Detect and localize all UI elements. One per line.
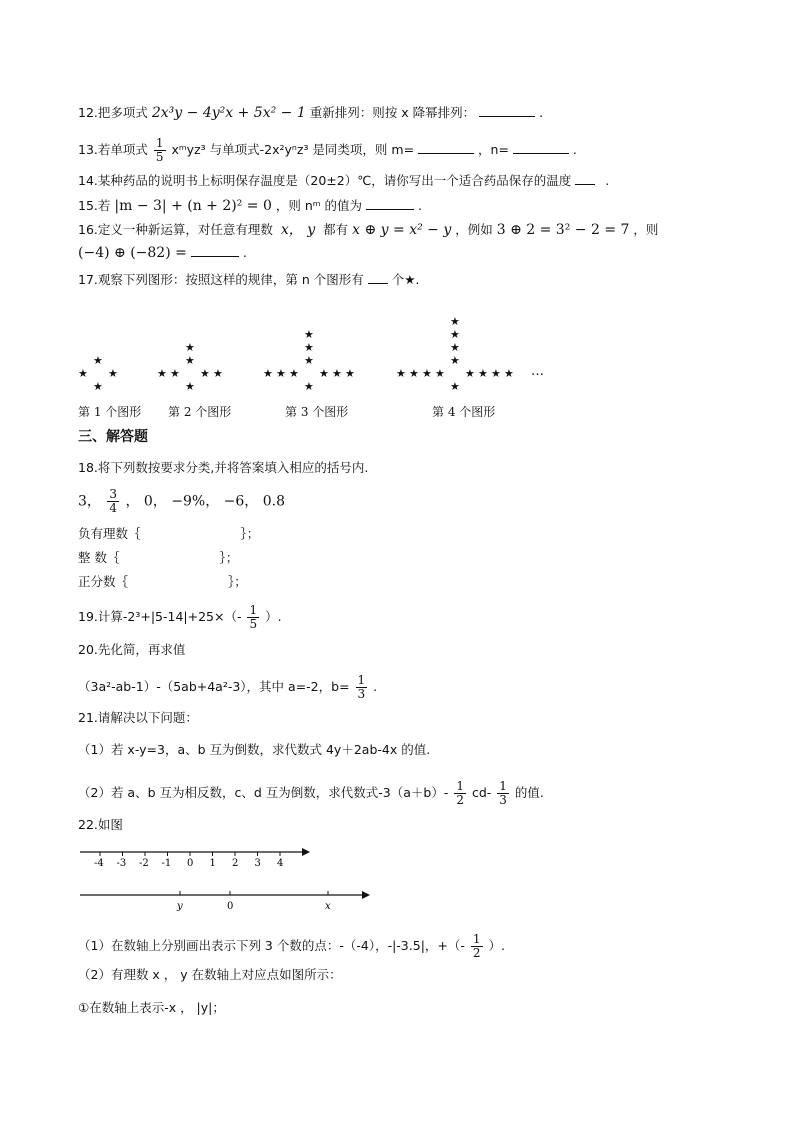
category-label: 整 数｛ <box>78 550 120 565</box>
q12-suffix: 重新排列：则按 x 降幂排列： <box>309 105 476 120</box>
section-heading: 三、解答题 <box>78 429 148 445</box>
q16-mid: 都有 <box>323 222 349 237</box>
star-icon: ★ <box>465 367 475 380</box>
star-icon: ★ <box>450 380 460 393</box>
q22-p1-end: ）. <box>488 938 505 953</box>
q20-expr: （3a²-ab-1）-（5ab+4a²-3），其中 a=-2，b= <box>78 679 350 694</box>
fraction <box>356 674 368 701</box>
axis-label-zero: 0 <box>227 901 234 912</box>
q15-end: . <box>418 198 422 213</box>
q12-end: . <box>539 105 544 120</box>
question-15 <box>78 197 422 215</box>
fraction-numerator: 1 <box>155 136 164 150</box>
q13-prefix: 13.若单项式 <box>78 142 148 157</box>
q14-text: 14.某种药品的说明书上标明保存温度是（20±2）℃，请你写出一个适合药品保存的温度 <box>78 173 572 188</box>
q18-numbers-a: 3， <box>78 493 101 510</box>
star-icon: ★ <box>213 367 223 380</box>
fraction-denominator: 5 <box>249 617 258 631</box>
axis-tick-label: 4 <box>277 858 284 869</box>
figure-label-4: 第 4 个图形 <box>432 405 496 419</box>
fraction-denominator: 3 <box>357 687 366 701</box>
q21-p2-mid: cd- <box>471 785 492 800</box>
q16-example-label: ，例如 <box>455 222 493 237</box>
answer-blank[interactable] <box>368 271 388 284</box>
q22-p1-prefix: （1）在数轴上分别画出表示下列 3 个数的点：-（-4），-|-3.5|，+（- <box>78 938 465 953</box>
fraction <box>471 933 483 960</box>
fraction-numerator: 1 <box>472 932 481 946</box>
category-end: ｝； <box>227 574 247 589</box>
ellipsis: … <box>531 364 544 379</box>
question-21-title: 21.请解决以下问题： <box>78 710 198 725</box>
category-negative-rational <box>78 525 259 543</box>
star-icon: ★ <box>304 328 314 341</box>
arrow-icon <box>362 891 370 899</box>
star-icon: ★ <box>185 341 195 354</box>
fraction-numerator: 1 <box>456 779 464 793</box>
star-icon: ★ <box>450 354 460 367</box>
star-icon: ★ <box>504 367 514 380</box>
question-22-part-1 <box>78 933 505 960</box>
question-22-part-2: （2）有理数 x ， y 在数轴上对应点如图所示： <box>78 967 342 982</box>
question-14 <box>78 172 609 190</box>
answer-blank[interactable] <box>191 244 239 257</box>
q21-p2-prefix: （2）若 a、b 互为相反数，c、d 互为倒数，求代数式-3（a＋b）- <box>78 785 449 800</box>
question-19 <box>78 604 282 631</box>
answer-blank[interactable] <box>575 172 595 185</box>
q20-end: . <box>373 679 378 694</box>
star-icon: ★ <box>289 367 299 380</box>
q16-example: 3 ⊕ 2 = 3² − 2 = 7 <box>496 222 630 238</box>
q17-text: 17.观察下列图形：按照这样的规律，第 n 个图形有 <box>78 272 364 287</box>
q15-expression: |m − 3| + (n + 2)² = 0 <box>114 198 272 214</box>
axis-tick-label: 0 <box>187 858 194 869</box>
fraction-denominator: 2 <box>456 793 464 807</box>
fraction <box>154 137 166 164</box>
star-icon: ★ <box>491 367 501 380</box>
q13-sep: ，n= <box>478 142 509 157</box>
category-label: 正分数｛ <box>78 574 129 589</box>
question-16-line-2 <box>78 244 247 262</box>
q18-numbers-b: ， 0， −9%， −6， 0.8 <box>125 493 286 510</box>
axis-tick-label: 1 <box>209 858 216 869</box>
q17-end: 个★. <box>391 272 420 287</box>
answer-blank-n[interactable] <box>513 141 569 154</box>
star-icon: ★ <box>170 367 180 380</box>
axis-label-y: y <box>177 901 183 912</box>
star-icon: ★ <box>450 328 460 341</box>
fraction-denominator: 3 <box>499 793 507 807</box>
star-icon: ★ <box>108 367 118 380</box>
star-icon: ★ <box>396 367 406 380</box>
star-icon: ★ <box>185 380 195 393</box>
q16-definition: x ⊕ y = x² − y <box>352 222 452 238</box>
question-18: 18.将下列数按要求分类,并将答案填入相应的括号内. <box>78 460 369 475</box>
q16-line1-end: ，则 <box>633 222 659 237</box>
fraction <box>497 780 509 807</box>
figure-label-2: 第 2 个图形 <box>168 405 232 419</box>
fraction <box>247 604 259 631</box>
fraction-denominator: 2 <box>472 946 481 960</box>
q16-expression: (−4) ⊕ (−82) = <box>78 245 187 261</box>
axis-tick-label: 2 <box>232 858 239 869</box>
axis-tick-label: -3 <box>116 858 127 869</box>
star-icon: ★ <box>422 367 432 380</box>
answer-blank[interactable] <box>479 104 535 117</box>
figure-label-3: 第 3 个图形 <box>285 405 349 419</box>
category-positive-fraction <box>78 573 247 591</box>
star-icon: ★ <box>450 341 460 354</box>
answer-blank[interactable] <box>366 197 414 210</box>
q19-end: ）. <box>265 609 282 624</box>
category-label: 负有理数｛ <box>78 526 141 541</box>
category-end: ｝； <box>219 550 239 565</box>
arrow-icon <box>302 848 310 856</box>
star-icon: ★ <box>345 367 355 380</box>
axis-tick-label: -1 <box>161 858 172 869</box>
category-integer <box>78 549 238 567</box>
axis-tick-label: 3 <box>254 858 261 869</box>
q14-end: . <box>605 173 610 188</box>
question-16-line-1 <box>78 221 658 239</box>
question-17 <box>78 271 419 289</box>
q15-mid: ，则 nᵐ 的值为 <box>275 198 363 213</box>
star-icon: ★ <box>276 367 286 380</box>
figure-label-1: 第 1 个图形 <box>78 405 142 419</box>
star-icon: ★ <box>450 315 460 328</box>
star-icon: ★ <box>435 367 445 380</box>
q13-mid: xᵐyz³ 与单项式-2x²yⁿz³ 是同类项，则 m= <box>171 142 415 157</box>
q13-end: . <box>572 142 577 157</box>
star-icon: ★ <box>263 367 273 380</box>
fraction <box>454 780 466 807</box>
q16-end: . <box>242 245 247 260</box>
fraction-numerator: 1 <box>499 779 507 793</box>
star-icon: ★ <box>93 354 103 367</box>
star-icon: ★ <box>409 367 419 380</box>
q18-numbers <box>78 488 285 515</box>
question-20-title: 20.先化简，再求值 <box>78 642 186 657</box>
question-21-part-1: （1）若 x-y=3，a、b 互为倒数，求代数式 4y＋2ab-4x 的值. <box>78 742 431 757</box>
star-icon: ★ <box>157 367 167 380</box>
fraction-numerator: 3 <box>109 487 118 501</box>
question-22-part-3: ①在数轴上表示-x ， |y|； <box>78 1000 225 1015</box>
star-icon: ★ <box>185 354 195 367</box>
star-icon: ★ <box>478 367 488 380</box>
q19-prefix: 19.计算-2³+|5-14|+25×（- <box>78 609 242 624</box>
axis-tick-label: -2 <box>139 858 149 869</box>
fraction-denominator: 5 <box>155 150 164 164</box>
fraction-numerator: 1 <box>357 673 366 687</box>
star-icon: ★ <box>304 354 314 367</box>
question-21-part-2 <box>78 780 544 807</box>
axis-label-x: x <box>325 901 331 912</box>
star-icon: ★ <box>304 341 314 354</box>
q12-expression: 2x³y − 4y²x + 5x² − 1 <box>151 105 306 121</box>
question-22-title: 22.如图 <box>78 817 123 832</box>
question-13 <box>78 137 577 164</box>
star-icon: ★ <box>93 380 103 393</box>
question-20-expression <box>78 674 377 701</box>
number-line-1 <box>80 848 310 869</box>
star-icon: ★ <box>304 380 314 393</box>
star-icon: ★ <box>200 367 210 380</box>
star-icon: ★ <box>319 367 329 380</box>
answer-blank-m[interactable] <box>418 141 474 154</box>
axis-tick-label: -4 <box>94 858 104 869</box>
q16-vars: x， y <box>280 222 316 238</box>
fraction-denominator: 4 <box>109 501 118 515</box>
fraction <box>107 488 119 515</box>
star-icon: ★ <box>78 367 88 380</box>
q15-prefix: 15.若 <box>78 198 111 213</box>
number-line-2 <box>80 891 370 912</box>
star-icon: ★ <box>332 367 342 380</box>
q12-prefix: 12.把多项式 <box>78 105 148 120</box>
fraction-numerator: 1 <box>249 603 258 617</box>
question-12 <box>78 104 543 122</box>
q21-p2-end: 的值. <box>514 785 544 800</box>
category-end: ｝； <box>240 526 260 541</box>
q16-prefix: 16.定义一种新运算，对任意有理数 <box>78 222 273 237</box>
